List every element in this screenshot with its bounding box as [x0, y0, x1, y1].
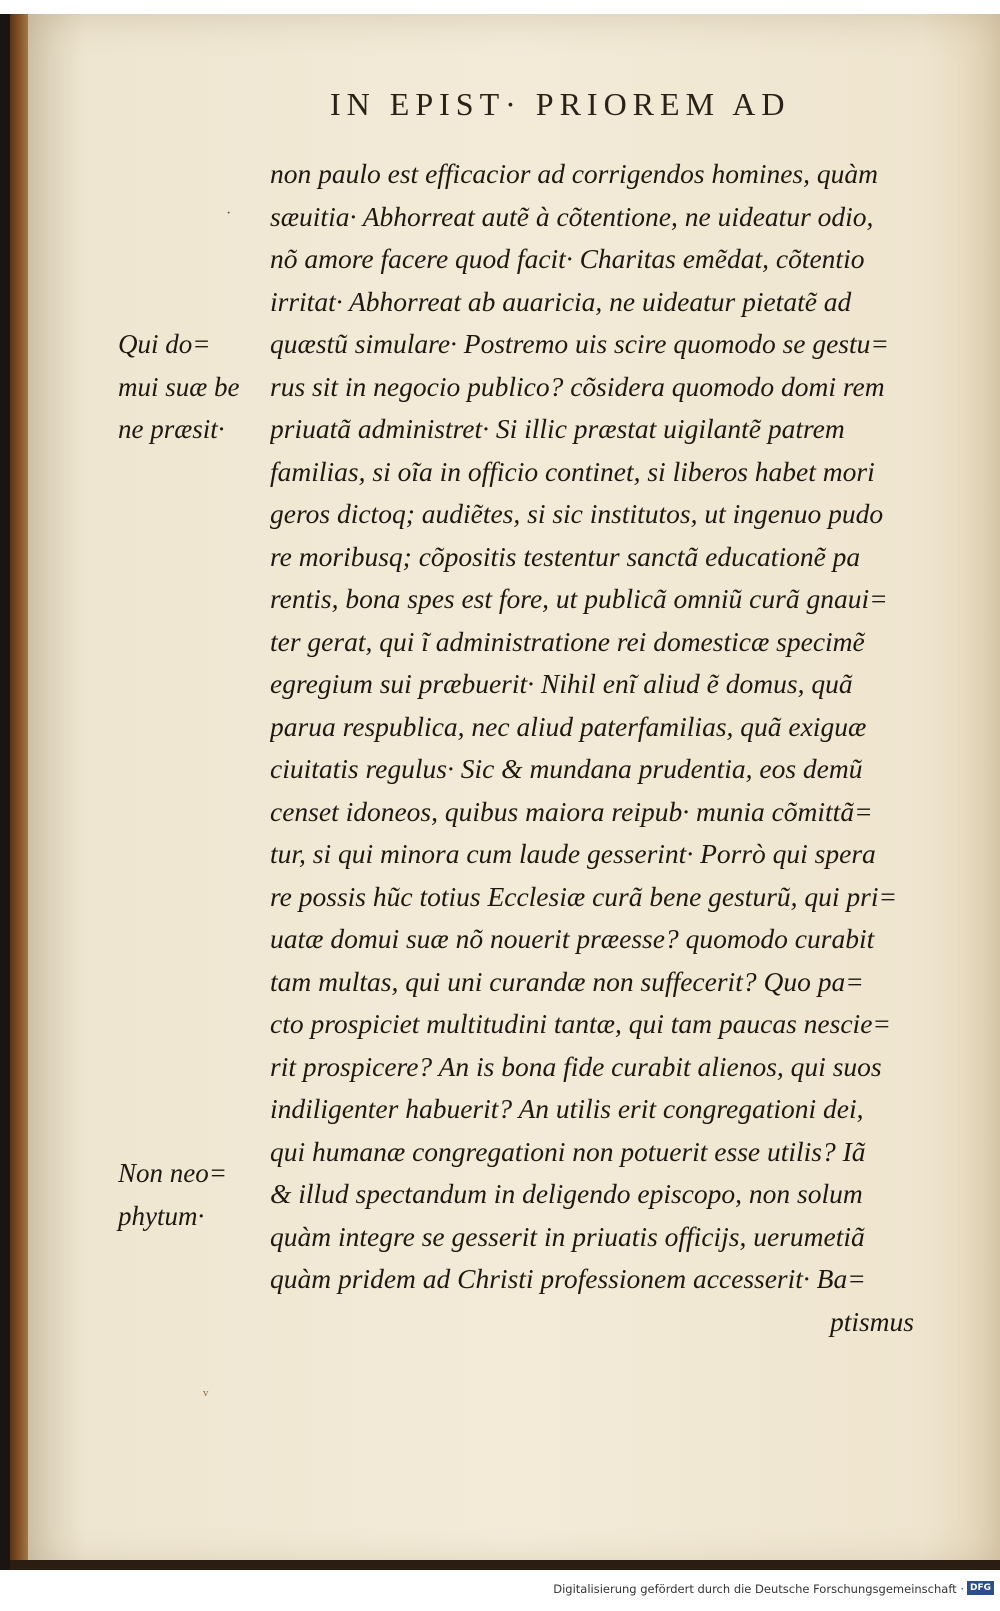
catchword: ptismus	[829, 1305, 914, 1337]
margin-note-line: Qui do=	[118, 329, 211, 359]
text-line: indiligenter habuerit? An utilis erit congregationi dei,	[270, 1093, 864, 1124]
text-line: geros dictoq; audiẽtes, si sic institutos, ut ingenuo pudo	[270, 498, 884, 529]
main-text-block	[270, 153, 930, 1343]
text-line: ciuitatis regulus· Sic & mundana prudentia, eos demũ	[270, 753, 863, 784]
text-line: non paulo est efficacior ad corrigendos homines, quàm	[270, 158, 878, 189]
text-line: rit prospicere? An is bona fide curabit alienos, qui suos	[270, 1050, 882, 1082]
text-line: irritat· Abhorreat ab auaricia, ne uideatur pietatẽ ad	[270, 285, 852, 317]
text-line: priuatã administret· Si illic præstat uigilantẽ patrem	[270, 413, 845, 444]
margin-note-line: mui suæ be	[118, 371, 240, 402]
text-line: sæuitia· Abhorreat autẽ à cõtentione, ne uideatur odio,	[270, 200, 874, 232]
margin-note	[118, 323, 263, 451]
text-line: rentis, bona spes est fore, ut publicã omniũ curã gnaui=	[270, 583, 888, 614]
text-line: parua respublica, nec aliud paterfamilias, quã exiguæ	[270, 710, 867, 742]
text-line: rus sit in negocio publico? cõsidera quomodo domi rem	[270, 370, 885, 402]
text-line: quàm pridem ad Christi professionem accesserit· Ba=	[270, 1263, 866, 1294]
margin-note-line: ne præsit·	[118, 414, 225, 444]
margin-note-line: Non neo=	[118, 1158, 227, 1188]
text-line: tam multas, qui uni curandæ non suffecerit? Quo pa=	[270, 965, 864, 997]
ink-mark: ᵛ	[203, 1385, 209, 1405]
text-line: re possis hũc totius Ecclesiæ curã bene gesturũ, qui pri=	[270, 880, 898, 912]
text-line: qui humanæ congregationi non potuerit esse utilis? Iã	[270, 1135, 866, 1167]
text-line: & illud spectandum in deligendo episcopo, non solum	[270, 1178, 863, 1209]
text-line: quæstũ simulare· Postremo uis scire quomodo se gestu=	[270, 328, 889, 359]
text-line: nõ amore facere quod facit· Charitas emẽdat, cõtentio	[270, 243, 865, 274]
running-head: IN EPIST· PRIOREM AD	[330, 86, 791, 122]
funding-credit: Digitalisierung gefördert durch die Deutsche Forschungsgemeinschaft ·	[553, 1582, 964, 1596]
margin-note-line: phytum·	[118, 1200, 205, 1231]
margin-note	[118, 1152, 263, 1237]
dfg-logo: DFG	[967, 1581, 994, 1595]
page-bottom-edge	[10, 1560, 1000, 1570]
text-line: cto prospiciet multitudini tantæ, qui tam paucas nescie=	[270, 1008, 891, 1039]
text-line: re moribusq; cõpositis testentur sanctã educationẽ pa	[270, 540, 861, 572]
text-line: quàm integre se gesserit in priuatis officijs, uerumetiã	[270, 1220, 865, 1252]
text-line: tur, si qui minora cum laude gesserint· Porrò qui spera	[270, 838, 876, 869]
top-border	[0, 0, 1000, 14]
ink-speck: ·	[226, 205, 232, 222]
text-line: censet idoneos, quibus maiora reipub· munia cõmittã=	[270, 795, 873, 827]
text-line: egregium sui præbuerit· Nihil enĩ aliud ẽ domus, quã	[270, 668, 853, 699]
text-line: uatæ domui suæ nõ nouerit præesse? quomodo curabit	[270, 923, 875, 954]
text-line: familias, si oĩa in officio continet, si liberos habet mori	[270, 455, 875, 487]
text-line: ter gerat, qui ĩ administratione rei domesticæ specimẽ	[270, 625, 865, 657]
